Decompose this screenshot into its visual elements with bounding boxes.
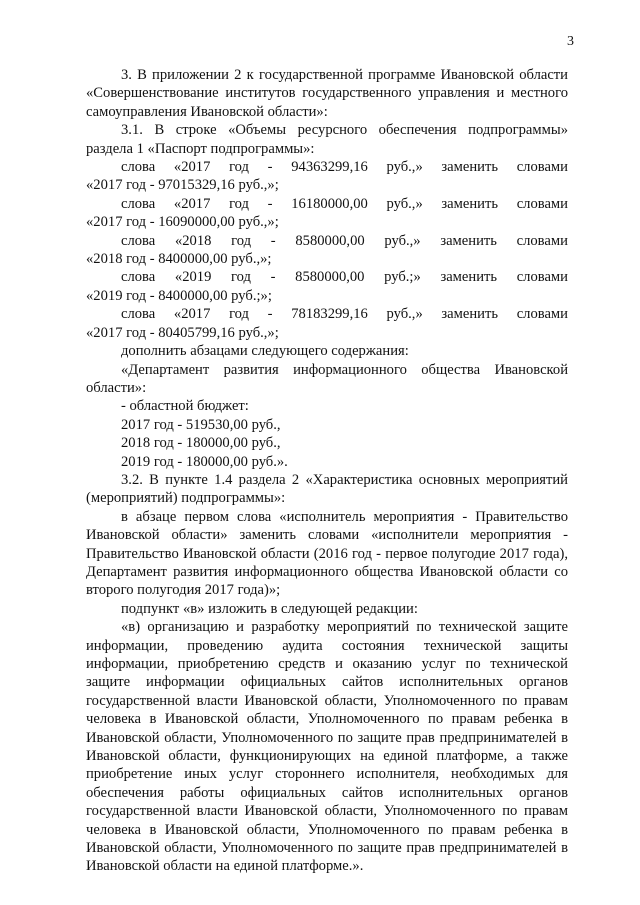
replacement-word: год <box>231 232 252 249</box>
paragraph-v-text: «в) организацию и разработку мероприятий по технической защите информации, проведению аудита состояния технической защиты информации, приобретению средств и оказанию услуг по технической защите информации официальных сайтов исполнительных органов государственной власти Ивановской области, Уполномоченного по правам человека в Ивановской области, Уполномоченного по правам ребенка в Ивановской области, Уполномоченного по защите прав предпринимателей в Ивановской области, функционирующих на единой платформе, а также приобретение иных услуг стороннего исполнителя, необходимых для обеспечения работы официальных сайтов исполнительных органов государственной власти Ивановской области, Уполномоченного по правам человека в Ивановской области, Уполномоченного по правам ребенка в Ивановской области, Уполномоченного по защите прав предпринимателей в Ивановской области на единой платформе.». <box>86 619 568 875</box>
replacement-line <box>86 158 568 176</box>
replacement-word: год <box>229 159 249 176</box>
replacement-new-value: «2017 год - 97015329,16 руб.,»; <box>86 177 279 194</box>
paragraph-item-3-2: 3.2. В пункте 1.4 раздела 2 «Характеристика основных мероприятий (мероприятий) подпрограммы»: <box>86 471 568 507</box>
paragraph-abzac-first: в абзаце первом слова «исполнитель мероприятия - Правительство Ивановской области» заменить словами «исполнители мероприятия - Правительство Ивановской области (2016 год - первое полугодие 2017 года), Департамент развития информационного общества Ивановской области со второго полугодия 2017 года)»; <box>86 508 568 599</box>
replacement-line <box>86 232 568 250</box>
replacement-word: «2017 <box>173 306 211 323</box>
replacement-word: руб.,» <box>384 232 421 249</box>
budget-line-2019: 2019 год - 180000,00 руб.». <box>121 453 288 470</box>
replacement-word: «2019 <box>174 269 212 286</box>
replacement-line <box>86 268 568 286</box>
paragraph-subpoint-v: подпункт «в» изложить в следующей редакции: <box>121 600 418 617</box>
budget-line-2017: 2017 год - 519530,00 руб., <box>121 416 281 433</box>
replacement-word: год <box>229 195 249 212</box>
paragraph-add: дополнить абзацами следующего содержания: <box>121 343 409 360</box>
budget-line-2018: 2018 год - 180000,00 руб., <box>121 435 281 452</box>
document-body <box>86 66 568 876</box>
replacement-word: 8580000,00 <box>295 232 365 249</box>
replacement-word: словами <box>516 159 568 176</box>
replacement-word: слова <box>121 306 156 323</box>
replacement-item <box>86 305 568 342</box>
replacement-word: 94363299,16 <box>291 159 368 176</box>
replacement-word: словами <box>516 269 568 286</box>
replacement-word: руб.,» <box>386 195 423 212</box>
paragraph-item-3: 3. В приложении 2 к государственной программе Ивановской области «Совершенствование институтов государственного управления и местного самоуправления Ивановской области»: <box>86 67 568 120</box>
replacement-word: слова <box>121 269 156 286</box>
replacement-word: заменить <box>440 232 497 249</box>
replacement-word: «2017 <box>173 195 211 212</box>
replacement-new-value: «2017 год - 16090000,00 руб.,»; <box>86 214 279 231</box>
replacement-word: 16180000,00 <box>291 195 368 212</box>
budget-label: - областной бюджет: <box>121 398 249 415</box>
replacement-word: слова <box>121 159 156 176</box>
replacement-word: «2017 <box>173 159 211 176</box>
replacement-item <box>86 232 568 269</box>
replacement-word: год <box>231 269 251 286</box>
replacement-word: словами <box>516 232 568 249</box>
replacement-word: заменить <box>440 269 498 286</box>
replacement-item <box>86 195 568 232</box>
replacement-line <box>86 195 568 213</box>
replacement-word: руб.;» <box>384 269 421 286</box>
replacement-word: год <box>229 306 249 323</box>
replacement-word: словами <box>516 195 568 212</box>
replacement-word: руб.,» <box>386 306 423 323</box>
replacement-word: заменить <box>441 306 499 323</box>
replacement-word: заменить <box>441 195 499 212</box>
replacement-word: 8580000,00 <box>295 269 365 286</box>
replacement-list <box>86 158 568 342</box>
replacement-word: заменить <box>441 159 499 176</box>
replacement-new-value: «2018 год - 8400000,00 руб.,»; <box>86 251 272 268</box>
replacement-word: - <box>270 269 276 286</box>
replacement-word: - <box>267 159 273 176</box>
replacement-word: словами <box>516 306 568 323</box>
replacement-word: - <box>267 195 273 212</box>
replacement-word: слова <box>121 232 156 249</box>
replacement-item <box>86 158 568 195</box>
page-number: 3 <box>567 34 574 49</box>
replacement-item <box>86 268 568 305</box>
replacement-new-value: «2017 год - 80405799,16 руб.,»; <box>86 324 279 341</box>
replacement-word: руб.,» <box>386 159 423 176</box>
replacement-line <box>86 305 568 323</box>
replacement-new-value: «2019 год - 8400000,00 руб.;»; <box>86 287 272 304</box>
paragraph-item-3-1: 3.1. В строке «Объемы ресурсного обеспечения подпрограммы» раздела 1 «Паспорт подпрограммы»: <box>86 122 568 157</box>
paragraph-department: «Департамент развития информационного общества Ивановской области»: <box>86 361 568 396</box>
replacement-word: - <box>270 232 276 249</box>
replacement-word: 78183299,16 <box>291 306 368 323</box>
replacement-word: «2018 <box>174 232 212 249</box>
replacement-word: - <box>267 306 273 323</box>
replacement-word: слова <box>121 195 156 212</box>
